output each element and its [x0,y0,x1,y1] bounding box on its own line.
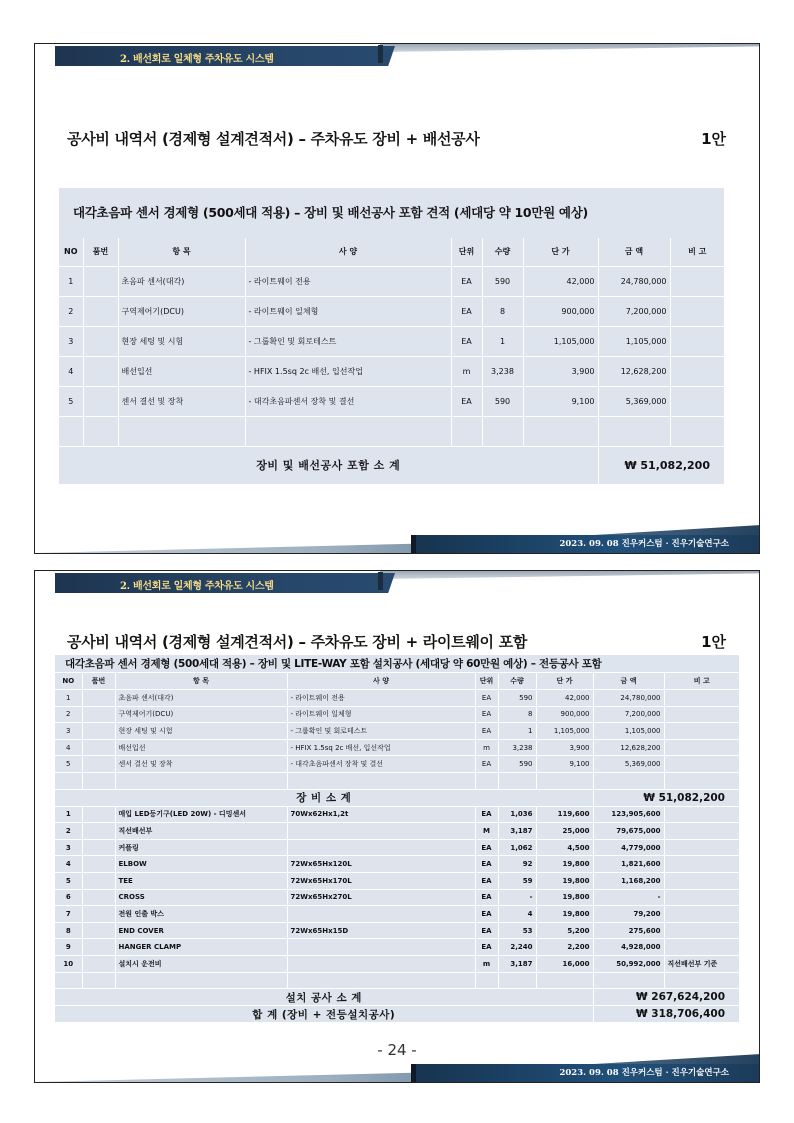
cell-unit: EA [475,723,498,740]
cell-amount: 1,105,000 [598,326,670,356]
cell-price: 1,105,000 [523,326,598,356]
cell-price: 19,800 [536,873,593,890]
cell-price: 42,000 [523,266,598,296]
cell-item: 센서 결선 및 장착 [118,386,245,416]
cell-item: 초음파 센서(대각) [115,690,287,707]
section-header: 2. 배선회로 일체형 주차유도 시스템 [120,581,274,592]
cell-no: 2 [55,706,82,723]
cell-unit: M [475,823,498,840]
table-row [59,356,724,386]
cell-spec: 72Wx65Hx170L [287,873,475,890]
cell-unit: EA [451,296,482,326]
cell-item: TEE [115,873,287,890]
cell-part [83,266,118,296]
table-row [55,723,739,740]
cell-spec: 72Wx65Hx270L [287,889,475,906]
cell-amount: 7,200,000 [593,706,664,723]
empty-cell [118,416,245,446]
cell-part [82,906,115,923]
cell-qty: 8 [482,296,523,326]
empty-cell [287,972,475,989]
cell-amount: - [593,889,664,906]
cell-unit: EA [475,873,498,890]
cell-qty: 3,238 [498,739,536,756]
cell-no: 3 [59,326,83,356]
cell-amount: 12,628,200 [593,739,664,756]
cell-qty: 2,240 [498,939,536,956]
empty-cell [59,416,83,446]
cell-spec: - 라이트웨이 일체형 [245,296,451,326]
cell-note [664,823,739,840]
table-row [55,906,739,923]
cell-no: 5 [59,386,83,416]
section-header: 2. 배선회로 일체형 주차유도 시스템 [120,54,274,65]
table-header-row [59,238,724,266]
cell-unit: m [475,956,498,973]
cell-spec [287,906,475,923]
cell-price: 900,000 [523,296,598,326]
cell-spec: 72Wx65Hx120L [287,856,475,873]
table-row [55,839,739,856]
empty-cell [593,972,664,989]
cell-unit: EA [475,839,498,856]
cell-no: 8 [55,922,82,939]
cell-note [664,839,739,856]
cell-note [664,906,739,923]
cell-no: 5 [55,756,82,773]
cell-amount: 79,200 [593,906,664,923]
cell-note [664,706,739,723]
cell-price: 1,105,000 [536,723,593,740]
table-row [59,326,724,356]
cell-price: 3,900 [523,356,598,386]
cell-qty: 3,187 [498,956,536,973]
cell-no: 4 [55,856,82,873]
table-caption: 대각초음파 센서 경제형 (500세대 적용) – 장비 및 LITE-WAY 포함 설치공사 (세대당 약 60만원 예상) – 전등공사 포함 [55,655,739,673]
cell-spec: - 라이트웨이 전용 [245,266,451,296]
cell-qty: 590 [482,266,523,296]
column-header: 금 액 [598,238,670,266]
cell-amount: 1,168,200 [593,873,664,890]
cell-unit: EA [475,922,498,939]
empty-cell [536,773,593,790]
empty-cell [598,416,670,446]
cell-part [83,356,118,386]
cell-qty: 3,238 [482,356,523,386]
cell-price: 900,000 [536,706,593,723]
cell-no: 3 [55,723,82,740]
cell-amount: 5,369,000 [593,756,664,773]
cell-note [670,356,724,386]
cell-qty: 1 [482,326,523,356]
cell-qty: 53 [498,922,536,939]
cell-part [82,939,115,956]
cell-unit: EA [451,386,482,416]
cell-amount: 4,779,000 [593,839,664,856]
empty-cell [115,773,287,790]
cell-no: 2 [55,823,82,840]
empty-row [59,416,724,446]
cell-note [664,856,739,873]
cell-item: 매입 LED등기구(LED 20W) - 디밍센서 [115,806,287,823]
empty-cell [245,416,451,446]
cell-part [82,839,115,856]
cell-spec [287,823,475,840]
cell-qty: 92 [498,856,536,873]
cell-item: 센서 결선 및 장착 [115,756,287,773]
table-row [59,296,724,326]
cell-item: HANGER CLAMP [115,939,287,956]
cell-amount: 12,628,200 [598,356,670,386]
cell-qty: 1,036 [498,806,536,823]
cell-note: 직선배선부 기준 [664,956,739,973]
cell-no: 2 [59,296,83,326]
cell-part [82,856,115,873]
cell-part [83,386,118,416]
subtotal-row [59,446,724,484]
cell-amount: 79,675,000 [593,823,664,840]
empty-cell [82,773,115,790]
column-header: 단 가 [523,238,598,266]
empty-cell [482,416,523,446]
cell-no: 6 [55,889,82,906]
cell-note [664,690,739,707]
page-number: - 24 - [377,1041,417,1059]
cell-part [82,922,115,939]
column-header: 단위 [475,673,498,690]
cell-amount: 5,369,000 [598,386,670,416]
cell-note [670,266,724,296]
table-row [55,889,739,906]
header-marker [378,45,383,63]
cell-part [82,873,115,890]
table-row [55,856,739,873]
cell-item: 직선배선부 [115,823,287,840]
cell-unit: m [451,356,482,386]
cell-item: 전원 인출 박스 [115,906,287,923]
header-marker [378,572,383,590]
option-label: 1안 [701,633,726,651]
cell-spec: - 라이트웨이 전용 [287,690,475,707]
cell-price: 19,800 [536,906,593,923]
subtotal-label: 장 비 소 계 [55,789,593,806]
cell-unit: EA [475,806,498,823]
empty-cell [451,416,482,446]
subtotal-amount: ₩ 318,706,400 [593,1006,739,1023]
cell-note [664,806,739,823]
cell-note [670,326,724,356]
cell-item: 배선입선 [118,356,245,386]
cell-unit: EA [451,266,482,296]
cell-qty: 59 [498,873,536,890]
cell-item: 초음파 센서(대각) [118,266,245,296]
empty-cell [670,416,724,446]
cell-spec [287,939,475,956]
empty-cell [664,972,739,989]
cell-part [82,706,115,723]
cell-no: 4 [55,739,82,756]
cell-qty: - [498,889,536,906]
table-row [55,939,739,956]
cell-qty: 590 [482,386,523,416]
cell-spec: - HFIX 1.5sq 2c 배선, 입선작업 [245,356,451,386]
cell-unit: EA [475,690,498,707]
subtotal-label: 장비 및 배선공사 포함 소 계 [59,446,598,484]
cell-item: 구역제어기(DCU) [115,706,287,723]
column-header: 항 목 [115,673,287,690]
cell-spec: - 그룹확인 및 회로테스트 [245,326,451,356]
cell-no: 7 [55,906,82,923]
column-header: 품번 [83,238,118,266]
table-row [55,922,739,939]
cell-part [82,723,115,740]
empty-cell [475,773,498,790]
cell-note [670,296,724,326]
cell-note [664,939,739,956]
cell-price: 19,800 [536,889,593,906]
header-accent-line [380,571,760,579]
table-row [59,266,724,296]
cell-note [664,889,739,906]
cell-price: 4,500 [536,839,593,856]
subtotal-label: 합 계 (장비 + 전등설치공사) [55,1006,593,1023]
cell-qty: 8 [498,706,536,723]
cell-note [664,739,739,756]
column-header: 금 액 [593,673,664,690]
cell-part [82,739,115,756]
cell-part [83,296,118,326]
cell-note [664,756,739,773]
cell-spec: - 라이트웨이 일체형 [287,706,475,723]
table-row [55,823,739,840]
cell-price: 9,100 [523,386,598,416]
column-header: 수량 [482,238,523,266]
empty-cell [82,972,115,989]
cell-item: CROSS [115,889,287,906]
empty-cell [664,773,739,790]
empty-cell [287,773,475,790]
column-header: 사 양 [287,673,475,690]
cell-part [82,823,115,840]
column-header: 사 양 [245,238,451,266]
cell-amount: 275,600 [593,922,664,939]
cell-qty: 590 [498,690,536,707]
cell-unit: EA [451,326,482,356]
cell-qty: 1 [498,723,536,740]
cell-item: 배선입선 [115,739,287,756]
table-row [55,690,739,707]
cell-amount: 50,992,000 [593,956,664,973]
cell-no: 10 [55,956,82,973]
footer-marker [411,1064,416,1082]
cell-no: 5 [55,873,82,890]
cell-note [664,723,739,740]
cell-unit: EA [475,939,498,956]
cell-item: 현장 세팅 및 시험 [118,326,245,356]
cell-note [664,873,739,890]
estimate-slide-2 [34,570,760,1083]
cell-note [670,386,724,416]
column-header: 비 고 [664,673,739,690]
empty-cell [498,972,536,989]
empty-cell [536,972,593,989]
cell-price: 42,000 [536,690,593,707]
cell-note [664,922,739,939]
cell-part [82,690,115,707]
header-accent-line [380,44,760,52]
footer-text: 2023. 09. 08 진우커스텀 · 진우기술연구소 [559,1068,729,1078]
cell-no: 9 [55,939,82,956]
cell-qty: 3,187 [498,823,536,840]
empty-cell [115,972,287,989]
estimate-grid [55,673,739,1023]
table-row [59,386,724,416]
table-row [55,956,739,973]
column-header: NO [55,673,82,690]
empty-cell [55,773,82,790]
column-header: 수량 [498,673,536,690]
cell-spec: 72Wx65Hx15D [287,922,475,939]
cell-amount: 123,905,600 [593,806,664,823]
cell-unit: EA [475,756,498,773]
cell-item: 구역제어기(DCU) [118,296,245,326]
slide-title: 공사비 내역서 (경제형 설계견적서) – 주차유도 장비 + 라이트웨이 포함 [67,633,528,651]
cell-qty: 4 [498,906,536,923]
cell-item: ELBOW [115,856,287,873]
cell-amount: 7,200,000 [598,296,670,326]
footer [35,523,759,553]
cell-unit: EA [475,906,498,923]
cell-amount: 4,928,000 [593,939,664,956]
column-header: 단 가 [536,673,593,690]
subtotal-label: 설치 공사 소 계 [55,989,593,1006]
subtotal-amount: ₩ 267,624,200 [593,989,739,1006]
cell-part [82,756,115,773]
cell-price: 2,200 [536,939,593,956]
cell-amount: 1,105,000 [593,723,664,740]
table-row [55,873,739,890]
cell-amount: 1,821,600 [593,856,664,873]
cell-spec: 70Wx62Hx1,2t [287,806,475,823]
install-subtotal-row [55,989,739,1006]
footer-text: 2023. 09. 08 진우커스텀 · 진우기술연구소 [559,539,729,549]
cell-spec: - 대각초음파센서 장착 및 결선 [287,756,475,773]
cell-item: 현장 세팅 및 시험 [115,723,287,740]
cell-unit: EA [475,856,498,873]
cell-part [82,956,115,973]
empty-cell [593,773,664,790]
table-caption: 대각초음파 센서 경제형 (500세대 적용) – 장비 및 배선공사 포함 견적 (세대당 약 10만원 예상) [73,205,588,220]
cell-no: 1 [59,266,83,296]
empty-cell [523,416,598,446]
slide-title: 공사비 내역서 (경제형 설계견적서) – 주차유도 장비 + 배선공사 [67,130,480,148]
estimate-grid [59,238,724,484]
estimate-table [59,188,724,484]
empty-row [55,773,739,790]
cell-no: 1 [55,806,82,823]
column-header: 비 고 [670,238,724,266]
cell-no: 4 [59,356,83,386]
column-header: NO [59,238,83,266]
empty-cell [475,972,498,989]
cell-price: 119,600 [536,806,593,823]
cell-price: 16,000 [536,956,593,973]
table-row [55,739,739,756]
cell-price: 9,100 [536,756,593,773]
cell-qty: 590 [498,756,536,773]
cell-spec: - HFIX 1.5sq 2c 배선, 입선작업 [287,739,475,756]
cell-amount: 24,780,000 [598,266,670,296]
table-header-row [55,673,739,690]
cell-no: 1 [55,690,82,707]
option-label: 1안 [701,130,726,148]
cell-part [82,806,115,823]
column-header: 품번 [82,673,115,690]
cell-no: 3 [55,839,82,856]
cell-price: 19,800 [536,856,593,873]
subtotal-amount: ₩ 51,082,200 [593,789,739,806]
equipment-subtotal-row [55,789,739,806]
cell-item: 커플링 [115,839,287,856]
table-row [55,756,739,773]
subtotal-amount: ₩ 51,082,200 [624,458,710,472]
empty-cell [55,972,82,989]
cell-spec: - 대각초음파센서 장착 및 결선 [245,386,451,416]
table-row [55,806,739,823]
cell-spec [287,956,475,973]
cell-price: 25,000 [536,823,593,840]
cell-unit: EA [475,889,498,906]
cell-item: 설치시 운전비 [115,956,287,973]
cell-unit: m [475,739,498,756]
estimate-slide-1 [34,43,760,554]
cell-qty: 1,062 [498,839,536,856]
cell-price: 5,200 [536,922,593,939]
grand-total-row [55,1006,739,1023]
footer-marker [411,535,416,553]
cell-spec: - 그룹확인 및 회로테스트 [287,723,475,740]
empty-row [55,972,739,989]
cell-spec [287,839,475,856]
column-header: 단위 [451,238,482,266]
cell-price: 3,900 [536,739,593,756]
cell-unit: EA [475,706,498,723]
cell-part [83,326,118,356]
estimate-table [55,655,739,1023]
empty-cell [83,416,118,446]
column-header: 항 목 [118,238,245,266]
cell-amount: 24,780,000 [593,690,664,707]
cell-item: END COVER [115,922,287,939]
empty-cell [498,773,536,790]
cell-part [82,889,115,906]
table-row [55,706,739,723]
